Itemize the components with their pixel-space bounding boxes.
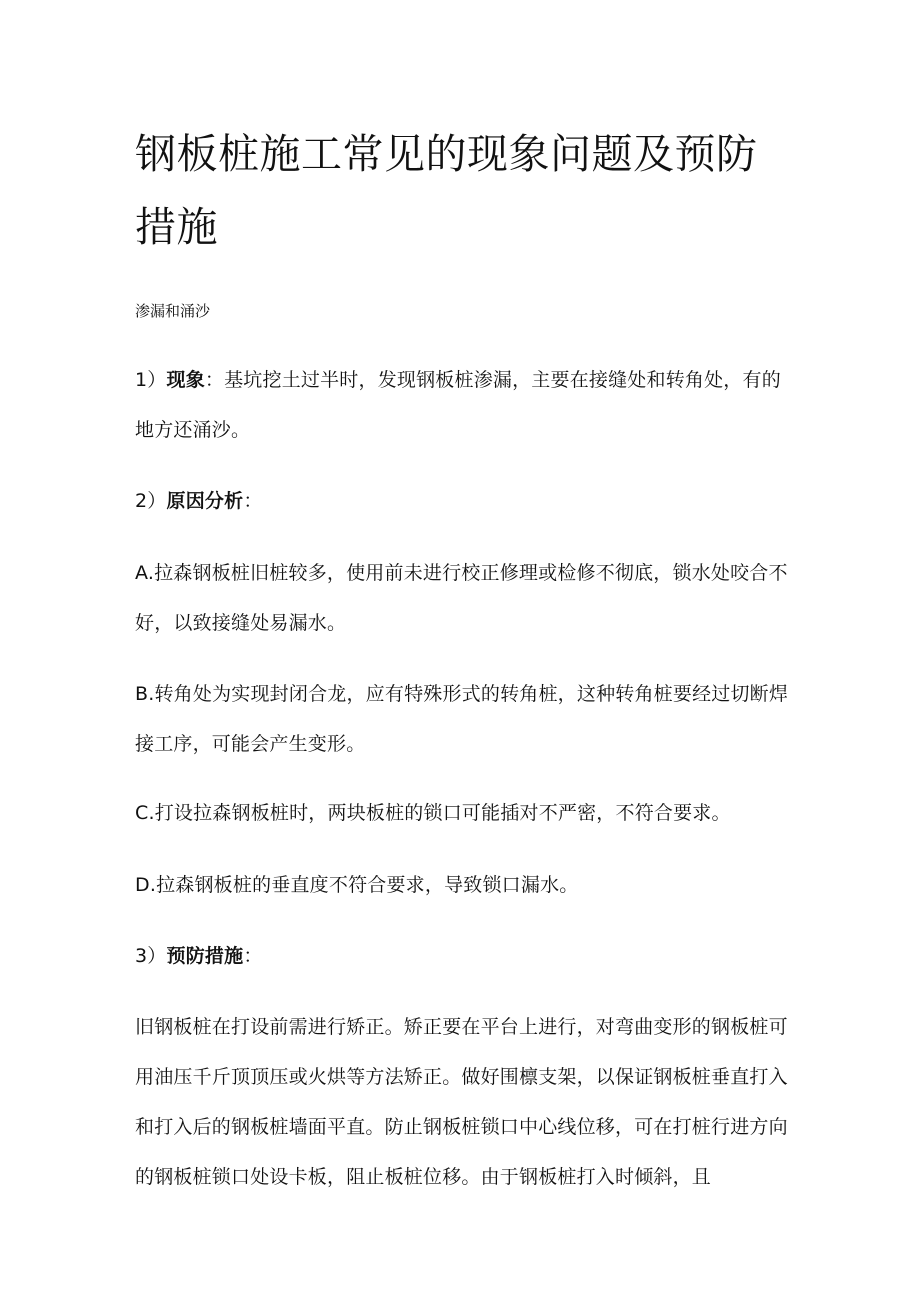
item-2-label: 原因分析 [166,490,244,512]
item-2-colon: ： [243,490,263,512]
item-3-colon: ： [243,945,263,967]
prevention-measures-text: 旧钢板桩在打设前需进行矫正。矫正要在平台上进行，对弯曲变形的钢板桩可用油压千斤顶顶压或火烘等方法矫正。做好围檩支架，以保证钢板桩垂直打入和打入后的钢板桩墙面平直。防止钢板桩锁口中心线位移，可在打桩行进方向的钢板桩锁口处设卡板，阻止板桩位移。由于钢板桩打入时倾斜，且 [135,1016,788,1188]
item-2-cause-heading [135,476,800,526]
item-1-number: 1） [135,369,167,391]
cause-c: C.打设拉森钢板桩时，两块板桩的锁口可能插对不严密，不符合要求。 [135,802,731,824]
item-1-text: ：基坑挖土过半时，发现钢板桩渗漏，主要在接缝处和转角处，有的地方还涌沙。 [135,369,781,441]
document-title: 钢板桩施工常见的现象问题及预防措施 [135,130,758,251]
item-3-number: 3） [135,945,167,967]
cause-b: B.转角处为实现封闭合龙，应有特殊形式的转角桩，这种转角桩要经过切断焊接工序，可能会产生变形。 [135,683,789,755]
item-1-phenomenon [135,355,800,455]
item-2-number: 2） [135,490,167,512]
item-3-prevention-heading [135,931,800,981]
cause-d: D.拉森钢板桩的垂直度不符合要求，导致锁口漏水。 [135,874,579,896]
item-1-label: 现象 [166,369,205,391]
item-3-label: 预防措施 [166,945,244,967]
section-heading: 渗漏和涌沙 [135,302,211,320]
cause-a: A.拉森钢板桩旧桩较多，使用前未进行校正修理或检修不彻底，锁水处咬合不好，以致接缝处易漏水。 [135,562,788,634]
